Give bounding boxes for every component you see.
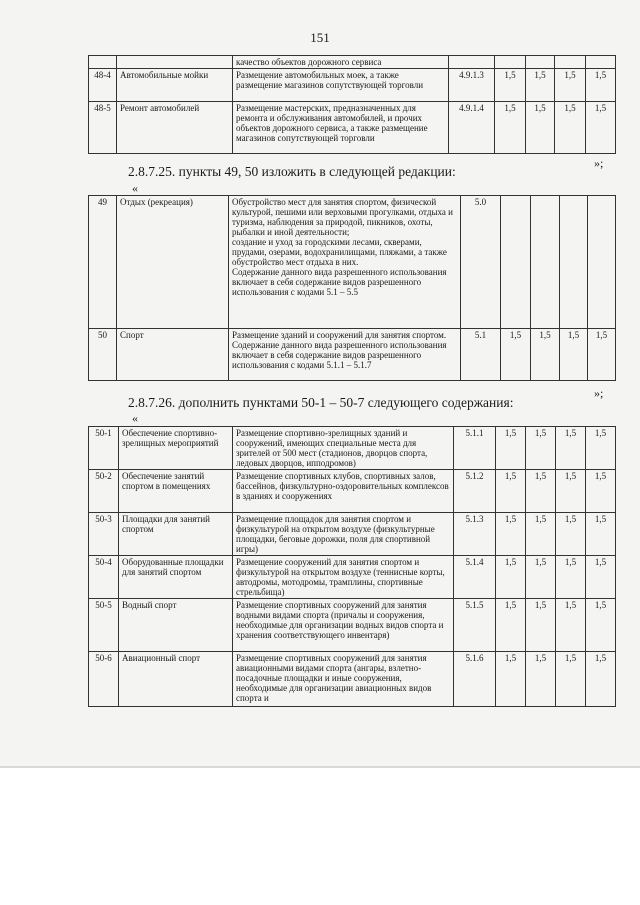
- table-cell-desc: Размещение зданий и сооружений для занятия спортом. Содержание данного вида разрешенного использования включает в себя содержание видов разрешенного использования с кодами 5.1.1 – 5.1.7: [229, 329, 461, 381]
- table-cell-name: Авиационный спорт: [119, 652, 233, 707]
- table-cell-value: 1,5: [496, 513, 526, 556]
- table-cell-value: [531, 196, 560, 329]
- table-cell-value: [588, 196, 616, 329]
- table-cell-num: 50-1: [89, 427, 119, 470]
- table-cell-code: 5.0: [461, 196, 501, 329]
- table-row: [89, 652, 616, 707]
- table-cell-value: 1,5: [495, 102, 526, 154]
- table-cell-name: Обеспечение занятий спортом в помещениях: [119, 470, 233, 513]
- table-cell-value: 1,5: [526, 556, 556, 599]
- section-heading: 2.8.7.26. дополнить пунктами 50-1 – 50-7 следующего содержания:: [128, 395, 514, 410]
- table-section-50-1-50-7: [88, 426, 616, 707]
- table-cell-code: 4.9.1.4: [449, 102, 495, 154]
- table-cell-value: 1,5: [586, 652, 616, 707]
- table-cell-value: [501, 196, 531, 329]
- table-cell-value: 1,5: [586, 470, 616, 513]
- table-cell-desc: Размещение сооружений для занятия спортом и физкультурой на открытом воздухе (теннисные корты, автодромы, мотодромы, трамплины, спортивные стрельбища): [233, 556, 454, 599]
- table-cell-num: 50-5: [89, 599, 119, 652]
- table-cell-name: Спорт: [117, 329, 229, 381]
- table-cell-value: [560, 196, 588, 329]
- page-number: 151: [310, 30, 330, 45]
- table-row: [89, 556, 616, 599]
- table-cell-value: 1,5: [556, 599, 586, 652]
- table-cell-name: Оборудованные площадки для занятий спортом: [119, 556, 233, 599]
- table-cell-num: 50-4: [89, 556, 119, 599]
- table-cell-desc: Размещение площадок для занятия спортом и физкультурой на открытом воздухе (физкультурные площадки, беговые дорожки, поля для спортивной игры): [233, 513, 454, 556]
- opening-quote: «: [132, 181, 138, 195]
- table-cell-value: 1,5: [496, 470, 526, 513]
- table-cell-code: 5.1.4: [454, 556, 496, 599]
- table-cell-value: 1,5: [556, 470, 586, 513]
- table-cell-value: 1,5: [586, 513, 616, 556]
- table-cell-value: 1,5: [586, 102, 616, 154]
- table-cell-value: 1,5: [586, 427, 616, 470]
- table-cell-value: 1,5: [526, 427, 556, 470]
- table-cell-value: 1,5: [526, 599, 556, 652]
- table-cell-name: Площадки для занятий спортом: [119, 513, 233, 556]
- table-row: [89, 56, 616, 69]
- table-cell-desc: Размещение спортивных клубов, спортивных залов, бассейнов, физкультурно-оздоровительных комплексов в зданиях и сооружениях: [233, 470, 454, 513]
- table-cell-value: 1,5: [586, 599, 616, 652]
- table-cell-value: 1,5: [526, 470, 556, 513]
- table-cell-value: 1,5: [586, 69, 616, 102]
- table-cell-name: Водный спорт: [119, 599, 233, 652]
- table-row: [89, 69, 616, 102]
- table-cell-value: 1,5: [556, 652, 586, 707]
- table-cell-value: 1,5: [588, 329, 616, 381]
- table-cell-value: 1,5: [496, 652, 526, 707]
- table-cell-num: 50-2: [89, 470, 119, 513]
- table-cell-value: 1,5: [560, 329, 588, 381]
- table-cell-value: 1,5: [526, 652, 556, 707]
- table-cell-value: 1,5: [556, 513, 586, 556]
- table-cell-code: 5.1.3: [454, 513, 496, 556]
- table-cell-name: Отдых (рекреация): [117, 196, 229, 329]
- table-cell-name: Автомобильные мойки: [117, 69, 233, 102]
- table-cell-value: 1,5: [555, 102, 586, 154]
- table-cell-num: 50: [89, 329, 117, 381]
- table-cell-num: 48-4: [89, 69, 117, 102]
- closing-quote: »;: [594, 156, 604, 170]
- table-cell-code: 5.1.5: [454, 599, 496, 652]
- table-row: [89, 329, 616, 381]
- table-cell-desc: Размещение спортивно-зрелищных зданий и сооружений, имеющих специальные места для зрителей от 500 мест (стадионов, дворцов спорта, ледовых дворцов, ипподромов): [233, 427, 454, 470]
- table-cell-value: 1,5: [526, 513, 556, 556]
- table-cell-desc: Обустройство мест для занятия спортом, физической культурой, пешими или верховыми прогулками, отдыха и туризма, наблюдения за природой, пикников, охоты, рыбалки и иной деятельности; создание и уход за городскими лесами, скверами, прудами, озерами, водохранилищами, пляжами, а также обустройство мест отдыха в них. Содержание данного вида разрешенного использования включает в себя содержание видов разрешенного использования с кодами 5.1 – 5.5: [229, 196, 461, 329]
- table-row: [89, 599, 616, 652]
- table-cell-desc: Размещение мастерских, предназначенных для ремонта и обслуживания автомобилей, и прочих объектов дорожного сервиса, а также размещение магазинов сопутствующей торговли: [233, 102, 449, 154]
- table-cell-value: 1,5: [555, 69, 586, 102]
- table-cell-desc: Размещение автомобильных моек, а также размещение магазинов сопутствующей торговли: [233, 69, 449, 102]
- table-row: [89, 427, 616, 470]
- table-cell-num: 48-5: [89, 102, 117, 154]
- table-cell-value: 1,5: [501, 329, 531, 381]
- table-cell-value: 1,5: [556, 556, 586, 599]
- table-cell-num: 50-3: [89, 513, 119, 556]
- table-cell-code: 4.9.1.3: [449, 69, 495, 102]
- table-cell-value: 1,5: [526, 102, 555, 154]
- table-cell-num: 49: [89, 196, 117, 329]
- table-cell-code: 5.1.6: [454, 652, 496, 707]
- table-row: [89, 470, 616, 513]
- table-cell-value: 1,5: [531, 329, 560, 381]
- opening-quote: «: [132, 411, 138, 425]
- table-row: [89, 196, 616, 329]
- table-cell-desc: Размещение спортивных сооружений для занятия водными видами спорта (причалы и сооружения, необходимые для организации водных видов спорта и хранения соответствующего инвентаря): [233, 599, 454, 652]
- table-cell-name: Обеспечение спортивно-зрелищных мероприятий: [119, 427, 233, 470]
- table-cell-value: 1,5: [495, 69, 526, 102]
- table-cell-code: 5.1.2: [454, 470, 496, 513]
- section-heading: 2.8.7.25. пункты 49, 50 изложить в следующей редакции:: [128, 164, 456, 179]
- table-cell-value: 1,5: [496, 556, 526, 599]
- table-cell-value: 1,5: [526, 69, 555, 102]
- table-cell-value: 1,5: [556, 427, 586, 470]
- table-cell-num: 50-6: [89, 652, 119, 707]
- table-cell-code: 5.1: [461, 329, 501, 381]
- table-cell-value: 1,5: [496, 427, 526, 470]
- closing-quote: »;: [594, 386, 604, 400]
- table-cell-name: Ремонт автомобилей: [117, 102, 233, 154]
- table-row: [89, 102, 616, 154]
- table-cell-value: 1,5: [496, 599, 526, 652]
- table-cell-desc: Размещение спортивных сооружений для занятия авиационными видами спорта (ангары, взлетно-посадочные площадки и иные сооружения, необходимые для организации авиационных видов спорта и: [233, 652, 454, 707]
- table-cell-value: 1,5: [586, 556, 616, 599]
- table-cell-code: 5.1.1: [454, 427, 496, 470]
- table-row: [89, 513, 616, 556]
- table-section-49-50: [88, 195, 616, 381]
- table-section-48: [88, 55, 616, 154]
- table-cell-desc: качество объектов дорожного сервиса: [233, 56, 449, 69]
